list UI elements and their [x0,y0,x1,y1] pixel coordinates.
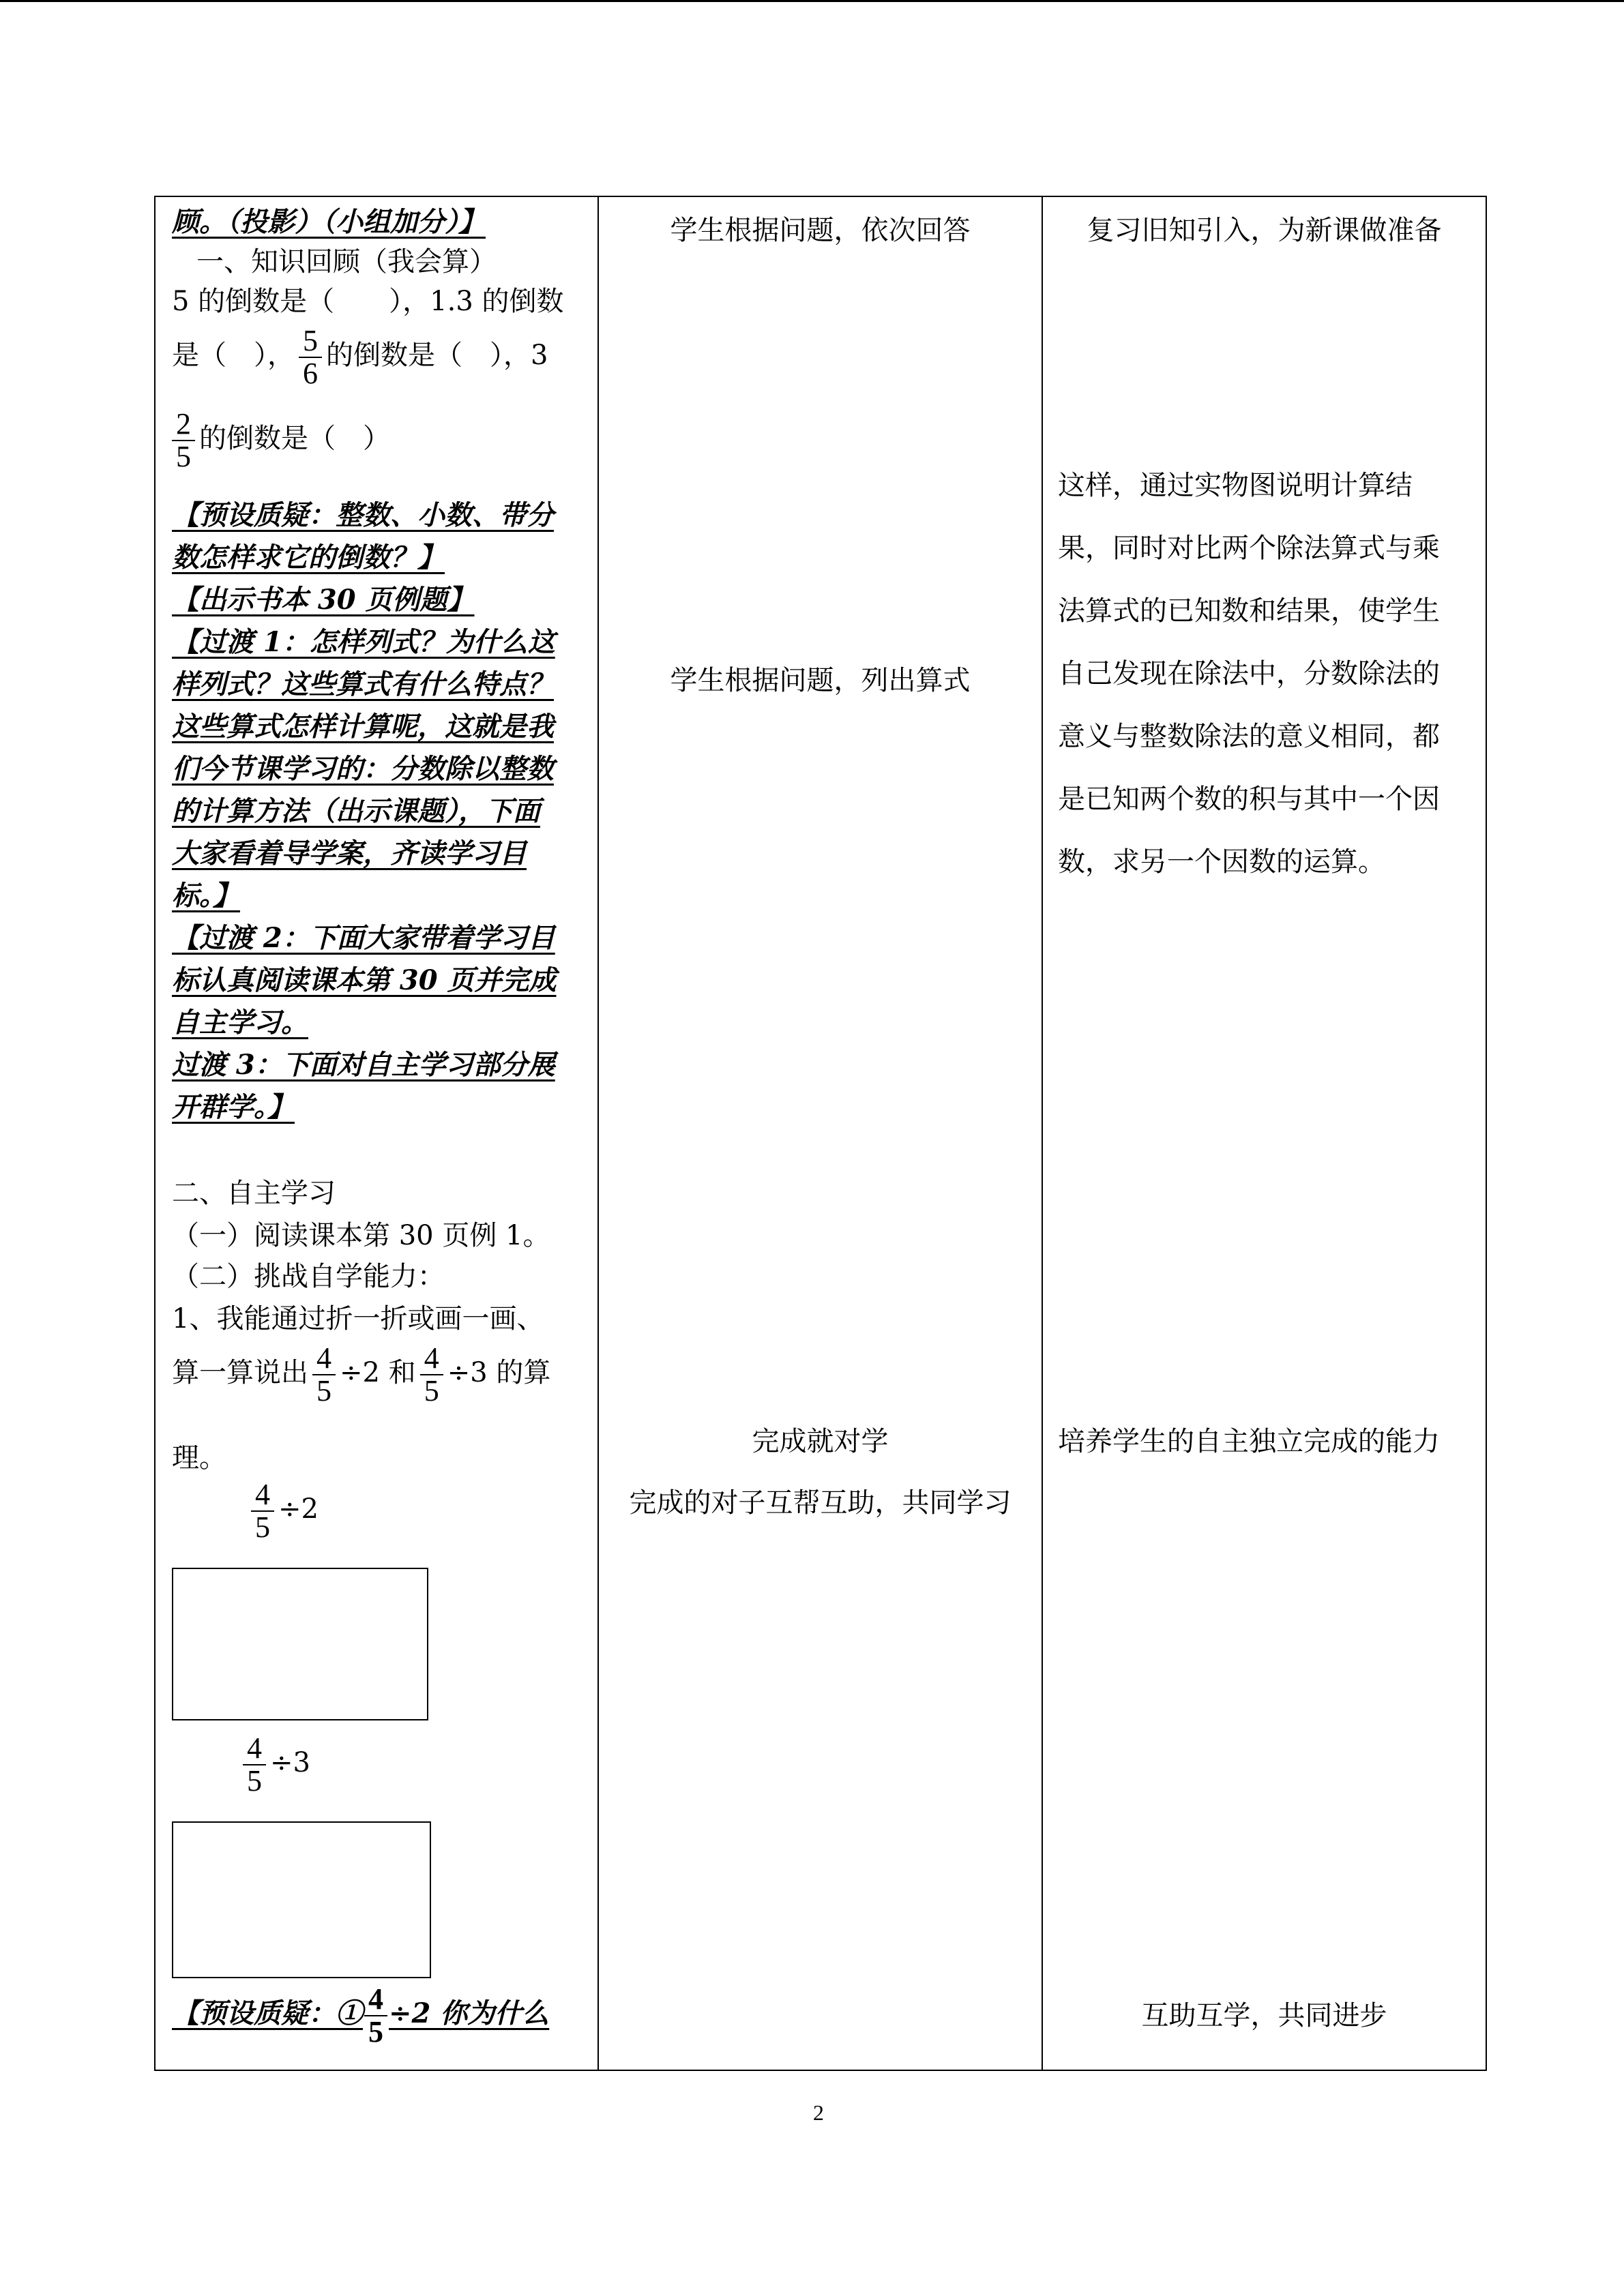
student-response: 完成就对学 [752,1426,889,1457]
transition-3: 开群学。】 [172,1091,295,1123]
division-operator: ÷2 [278,1493,319,1525]
question-line: 5 的倒数是（ ），1.3 的倒数 [172,286,564,317]
fraction-numerator: 4 [424,1341,439,1375]
fraction-denominator: 5 [364,2015,387,2048]
question-text: 是（ ）， [172,340,295,371]
preset-question: 数怎样求它的倒数？】 [172,541,445,573]
question-text: 的倒数是（ ） [199,423,390,454]
preset-question-text: 【预设质疑：① [172,1997,363,2029]
transition-1: 标。】 [172,880,240,912]
fraction [420,1343,443,1407]
top-border-line [0,0,1624,2]
transition-1: 的计算方法（出示课题），下面 [172,795,540,827]
section-title-self-study: 二、自主学习 [172,1178,336,1209]
fraction-denominator: 5 [420,1374,443,1407]
design-intent-paragraph: 数，求另一个因数的运算。 [1058,846,1385,878]
drawing-area-box[interactable] [172,1821,431,1978]
question-text: 的倒数是（ ），3 [326,340,548,371]
continued-line: 顾。（投影）（小组加分）】 [172,206,486,238]
item-text: 算一算说出 [172,1357,308,1388]
fraction [312,1343,336,1407]
student-activity-cell [598,196,1042,2070]
fraction [243,1733,266,1797]
design-intent-cell [1042,196,1486,2070]
design-intent-paragraph: 自己发现在除法中，分数除法的 [1058,658,1440,689]
question-line [172,408,390,473]
transition-1: 大家看着导学案，齐读学习目 [172,837,527,869]
design-intent-paragraph: 果，同时对比两个除法算式与乘 [1058,533,1440,564]
fraction-denominator: 5 [172,440,195,473]
transition-1: 【过渡 1：怎样列式？为什么这 [172,626,555,658]
self-study-item: 1、我能通过折一折或画一画、 [172,1303,544,1335]
design-intent: 互助互学，共同进步 [1141,2000,1387,2031]
preset-question-text: ÷2 你为什么 [389,1997,550,2029]
division-expression [239,1733,310,1797]
teacher-activity-cell [155,196,598,2070]
student-response: 学生根据问题，列出算式 [670,665,971,696]
table-row [155,196,1486,2070]
student-response: 学生根据问题，依次回答 [670,215,971,246]
transition-1: 样列式？这些算式有什么特点？ [172,668,554,700]
drawing-area-box[interactable] [172,1568,428,1720]
section-title-review: 一、知识回顾（我会算） [196,246,497,278]
item-text: ÷3 的算 [447,1357,551,1388]
fraction-denominator: 5 [251,1510,274,1543]
fraction-numerator: 4 [247,1731,262,1765]
fraction-denominator: 5 [243,1764,266,1797]
self-study-item: 理。 [172,1442,226,1474]
fraction-numerator: 4 [316,1341,331,1375]
fraction-denominator: 5 [312,1374,336,1407]
fraction-numerator: 4 [368,1982,383,2016]
transition-2: 自主学习。 [172,1007,308,1039]
fraction [172,408,195,473]
show-example-note: 【出示书本 30 页例题】 [172,584,475,616]
self-study-item: （二）挑战自学能力： [172,1261,445,1292]
design-intent-paragraph: 法算式的已知数和结果，使学生 [1058,595,1440,627]
design-intent: 复习旧知引入，为新课做准备 [1087,215,1442,246]
lesson-plan-table [154,196,1487,2071]
fraction-numerator: 5 [303,324,318,357]
fraction-numerator: 4 [255,1478,270,1511]
design-intent: 培养学生的自主独立完成的能力 [1058,1426,1440,1457]
transition-2: 【过渡 2：下面大家带着学习目 [172,922,555,954]
design-intent-paragraph: 这样，通过实物图说明计算结 [1058,470,1413,501]
item-text: ÷2 和 [340,1357,416,1388]
fraction [364,1984,387,2048]
design-intent-paragraph: 是已知两个数的积与其中一个因 [1058,784,1440,815]
fraction [299,325,322,389]
fraction-numerator: 2 [176,407,191,441]
transition-3: 过渡 3：下面对自主学习部分展 [172,1049,555,1081]
transition-2: 标认真阅读课本第 30 页并完成 [172,964,557,996]
self-study-item: （一）阅读课本第 30 页例 1。 [172,1220,550,1251]
preset-question [172,1984,549,2048]
preset-question: 【预设质疑：整数、小数、带分 [172,499,554,531]
student-response: 完成的对子互帮互助，共同学习 [629,1487,1012,1519]
transition-1: 们今节课学习的：分数除以整数 [172,753,554,785]
division-operator: ÷3 [270,1747,310,1778]
fraction [251,1479,274,1543]
division-expression [247,1479,319,1543]
self-study-item [172,1343,550,1407]
fraction-denominator: 6 [299,357,322,389]
page-number: 2 [813,2100,824,2125]
transition-1: 这些算式怎样计算呢，这就是我 [172,711,554,743]
design-intent-paragraph: 意义与整数除法的意义相同，都 [1058,721,1440,752]
question-line [172,325,548,389]
